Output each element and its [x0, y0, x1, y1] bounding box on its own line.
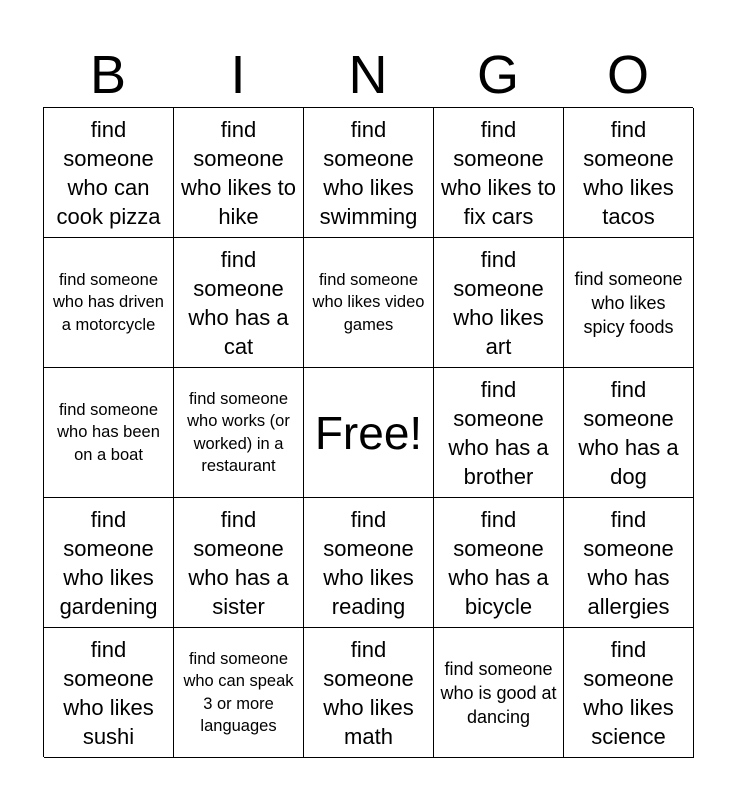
- free-space-cell: [304, 368, 434, 498]
- cell-text: find someone who likes art: [453, 246, 544, 359]
- cell-text: find someone who works (or worked) in a restaurant: [187, 389, 290, 475]
- cell-text: find someone who likes video games: [312, 270, 425, 334]
- bingo-cell: [304, 108, 434, 238]
- header-letter-n: N: [348, 45, 388, 105]
- bingo-board: [43, 107, 693, 757]
- bingo-cell: [304, 498, 434, 628]
- cell-text: find someone who is good at dancing: [440, 658, 557, 727]
- cell-text: find someone who likes gardening: [59, 506, 158, 619]
- bingo-cell: [434, 368, 564, 498]
- cell-text: find someone who likes science: [583, 636, 674, 749]
- cell-text: find someone who likes spicy foods: [574, 268, 683, 337]
- cell-text: find someone who likes tacos: [583, 116, 674, 229]
- bingo-cell: [44, 498, 174, 628]
- bingo-cell: [564, 368, 694, 498]
- bingo-cell: [304, 628, 434, 758]
- cell-text: find someone who likes reading: [323, 506, 414, 619]
- bingo-cell: [44, 238, 174, 368]
- bingo-cell: [174, 238, 304, 368]
- cell-text: find someone who has been on a boat: [57, 400, 160, 464]
- cell-text: find someone who likes sushi: [63, 636, 154, 749]
- cell-text: find someone who has a dog: [578, 376, 679, 489]
- cell-text: find someone who has a sister: [188, 506, 289, 619]
- bingo-cell: [174, 368, 304, 498]
- bingo-cell: [174, 108, 304, 238]
- bingo-cell: [44, 108, 174, 238]
- bingo-cell: [44, 628, 174, 758]
- header-letter-g: G: [476, 45, 519, 105]
- bingo-cell: [434, 498, 564, 628]
- bingo-cell: [44, 368, 174, 498]
- header-letter-i: I: [230, 45, 246, 105]
- cell-text: find someone who likes math: [323, 636, 414, 749]
- cell-text: find someone who likes to fix cars: [441, 116, 556, 229]
- bingo-cell: [174, 628, 304, 758]
- bingo-cell: [564, 628, 694, 758]
- cell-text: find someone who has a bicycle: [448, 506, 549, 619]
- bingo-cell: [434, 108, 564, 238]
- cell-text: find someone who can speak 3 or more languages: [183, 649, 294, 735]
- cell-text: find someone who has allergies: [583, 506, 674, 619]
- bingo-cell: [174, 498, 304, 628]
- bingo-header: [43, 44, 693, 106]
- cell-text: find someone who can cook pizza: [56, 116, 161, 229]
- free-space-text: Free!: [314, 406, 423, 459]
- header-letter-b: B: [89, 45, 127, 105]
- bingo-cell: [304, 238, 434, 368]
- header-letter-o: O: [606, 45, 649, 105]
- bingo-cell: [434, 628, 564, 758]
- cell-text: find someone who likes to hike: [181, 116, 296, 229]
- bingo-cell: [434, 238, 564, 368]
- cell-text: find someone who has a brother: [448, 376, 549, 489]
- bingo-cell: [564, 108, 694, 238]
- cell-text: find someone who has driven a motorcycle: [53, 270, 164, 334]
- bingo-cell: [564, 498, 694, 628]
- cell-text: find someone who likes swimming: [319, 116, 418, 229]
- cell-text: find someone who has a cat: [188, 246, 289, 359]
- bingo-cell: [564, 238, 694, 368]
